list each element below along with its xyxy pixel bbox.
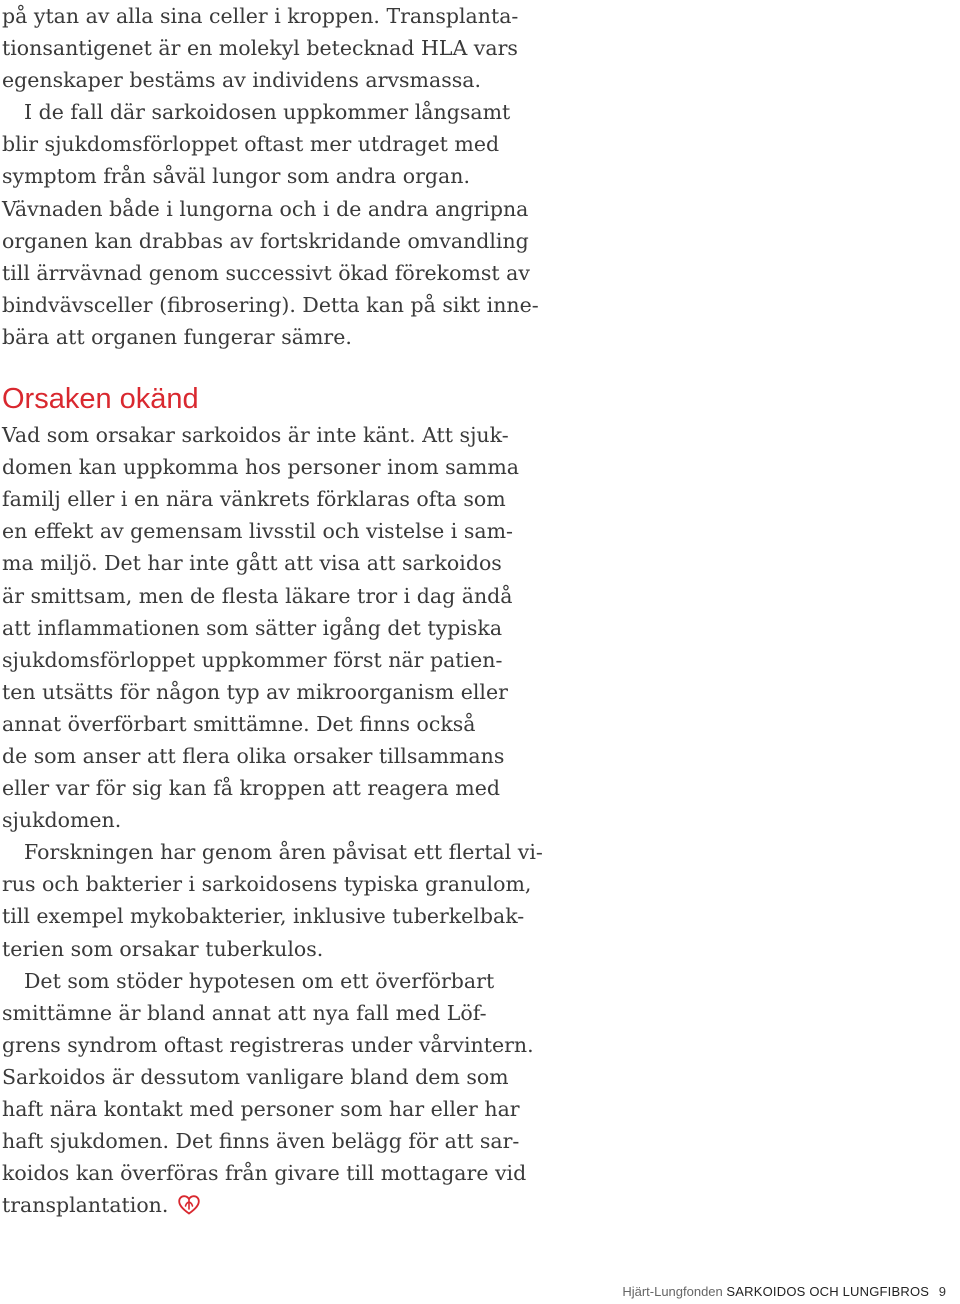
text-line: rus och bakterier i sarkoidosens typiska granulom, xyxy=(2,872,532,897)
text-line: sjukdomen. xyxy=(2,808,122,833)
text-line: Forskningen har genom åren påvisat ett flertal vi- xyxy=(24,840,543,865)
heart-lung-icon xyxy=(178,1192,200,1212)
page-number: 9 xyxy=(938,1284,946,1299)
text-line: ten utsätts för någon typ av mikroorganism eller xyxy=(2,679,508,704)
text-line: bindvävsceller (fibrosering). Detta kan på sikt inne- xyxy=(2,292,539,317)
paragraph-1 xyxy=(2,0,547,96)
text-line: koidos kan överföras från givare till mottagare vid xyxy=(2,1161,527,1186)
last-text-line xyxy=(2,1189,547,1221)
text-line: symptom från såväl lungor som andra organ. xyxy=(2,164,470,189)
text-line: organen kan drabbas av fortskridande omvandling xyxy=(2,228,529,253)
text-line: egenskaper bestäms av individens arvsmassa. xyxy=(2,68,481,93)
text-line: till exempel mykobakterier, inklusive tuberkelbak- xyxy=(2,904,525,929)
text-line: I de fall där sarkoidosen uppkommer långsamt xyxy=(24,100,511,125)
text-line: haft sjukdomen. Det finns även belägg för att sar- xyxy=(2,1129,520,1154)
text-line: grens syndrom oftast registreras under vårvintern. xyxy=(2,1032,534,1057)
paragraph-2 xyxy=(2,96,547,353)
text-line: de som anser att flera olika orsaker tillsammans xyxy=(2,743,505,768)
text-line: till ärrvävnad genom successivt ökad förekomst av xyxy=(2,260,530,285)
text-line: att inflammationen som sätter igång det typiska xyxy=(2,615,503,640)
text-line: haft nära kontakt med personer som har eller har xyxy=(2,1097,520,1121)
text-line: eller var för sig kan få kroppen att reagera med xyxy=(2,776,500,801)
text-line: smittämne är bland annat att nya fall med Löf- xyxy=(2,1000,487,1025)
text-line: ma miljö. Det har inte gått att visa att sarkoidos xyxy=(2,551,502,576)
paragraph-3 xyxy=(2,419,547,836)
text-line: Vävnaden både i lungorna och i de andra angripna xyxy=(2,196,529,221)
paragraph-5 xyxy=(2,965,547,1222)
text-line-content: transplantation. xyxy=(2,1193,169,1218)
section-heading: Orsaken okänd xyxy=(2,383,199,416)
text-line: bära att organen fungerar sämre. xyxy=(2,324,352,349)
text-line: tionsantigenet är en molekyl betecknad HLA vars xyxy=(2,36,518,61)
footer-title: SARKOIDOS OCH LUNGFIBROS xyxy=(726,1284,930,1299)
text-line: Sarkoidos är dessutom vanligare bland dem som xyxy=(2,1064,509,1089)
article-column xyxy=(2,0,547,1221)
text-line: familj eller i en nära vänkrets förklaras ofta som xyxy=(2,487,506,512)
text-line: en effekt av gemensam livsstil och vistelse i sam- xyxy=(2,519,513,544)
text-line: terien som orsakar tuberkulos. xyxy=(2,936,324,961)
text-line: sjukdomsförloppet uppkommer först när patien- xyxy=(2,647,503,672)
text-line: är smittsam, men de flesta läkare tror i dag ändå xyxy=(2,583,513,608)
text-line: blir sjukdomsförloppet oftast mer utdraget med xyxy=(2,132,500,157)
page-footer xyxy=(622,1284,946,1299)
text-line: annat överförbart smittämne. Det finns också xyxy=(2,711,476,736)
text-line: Det som stöder hypotesen om ett överförbart xyxy=(24,968,495,993)
paragraph-4 xyxy=(2,836,547,964)
text-line: Vad som orsakar sarkoidos är inte känt. Att sjuk- xyxy=(2,423,509,448)
text-line: på ytan av alla sina celler i kroppen. Transplanta- xyxy=(2,4,519,28)
text-line: domen kan uppkomma hos personer inom samma xyxy=(2,455,519,480)
footer-brand: Hjärt-Lungfonden xyxy=(622,1284,723,1299)
